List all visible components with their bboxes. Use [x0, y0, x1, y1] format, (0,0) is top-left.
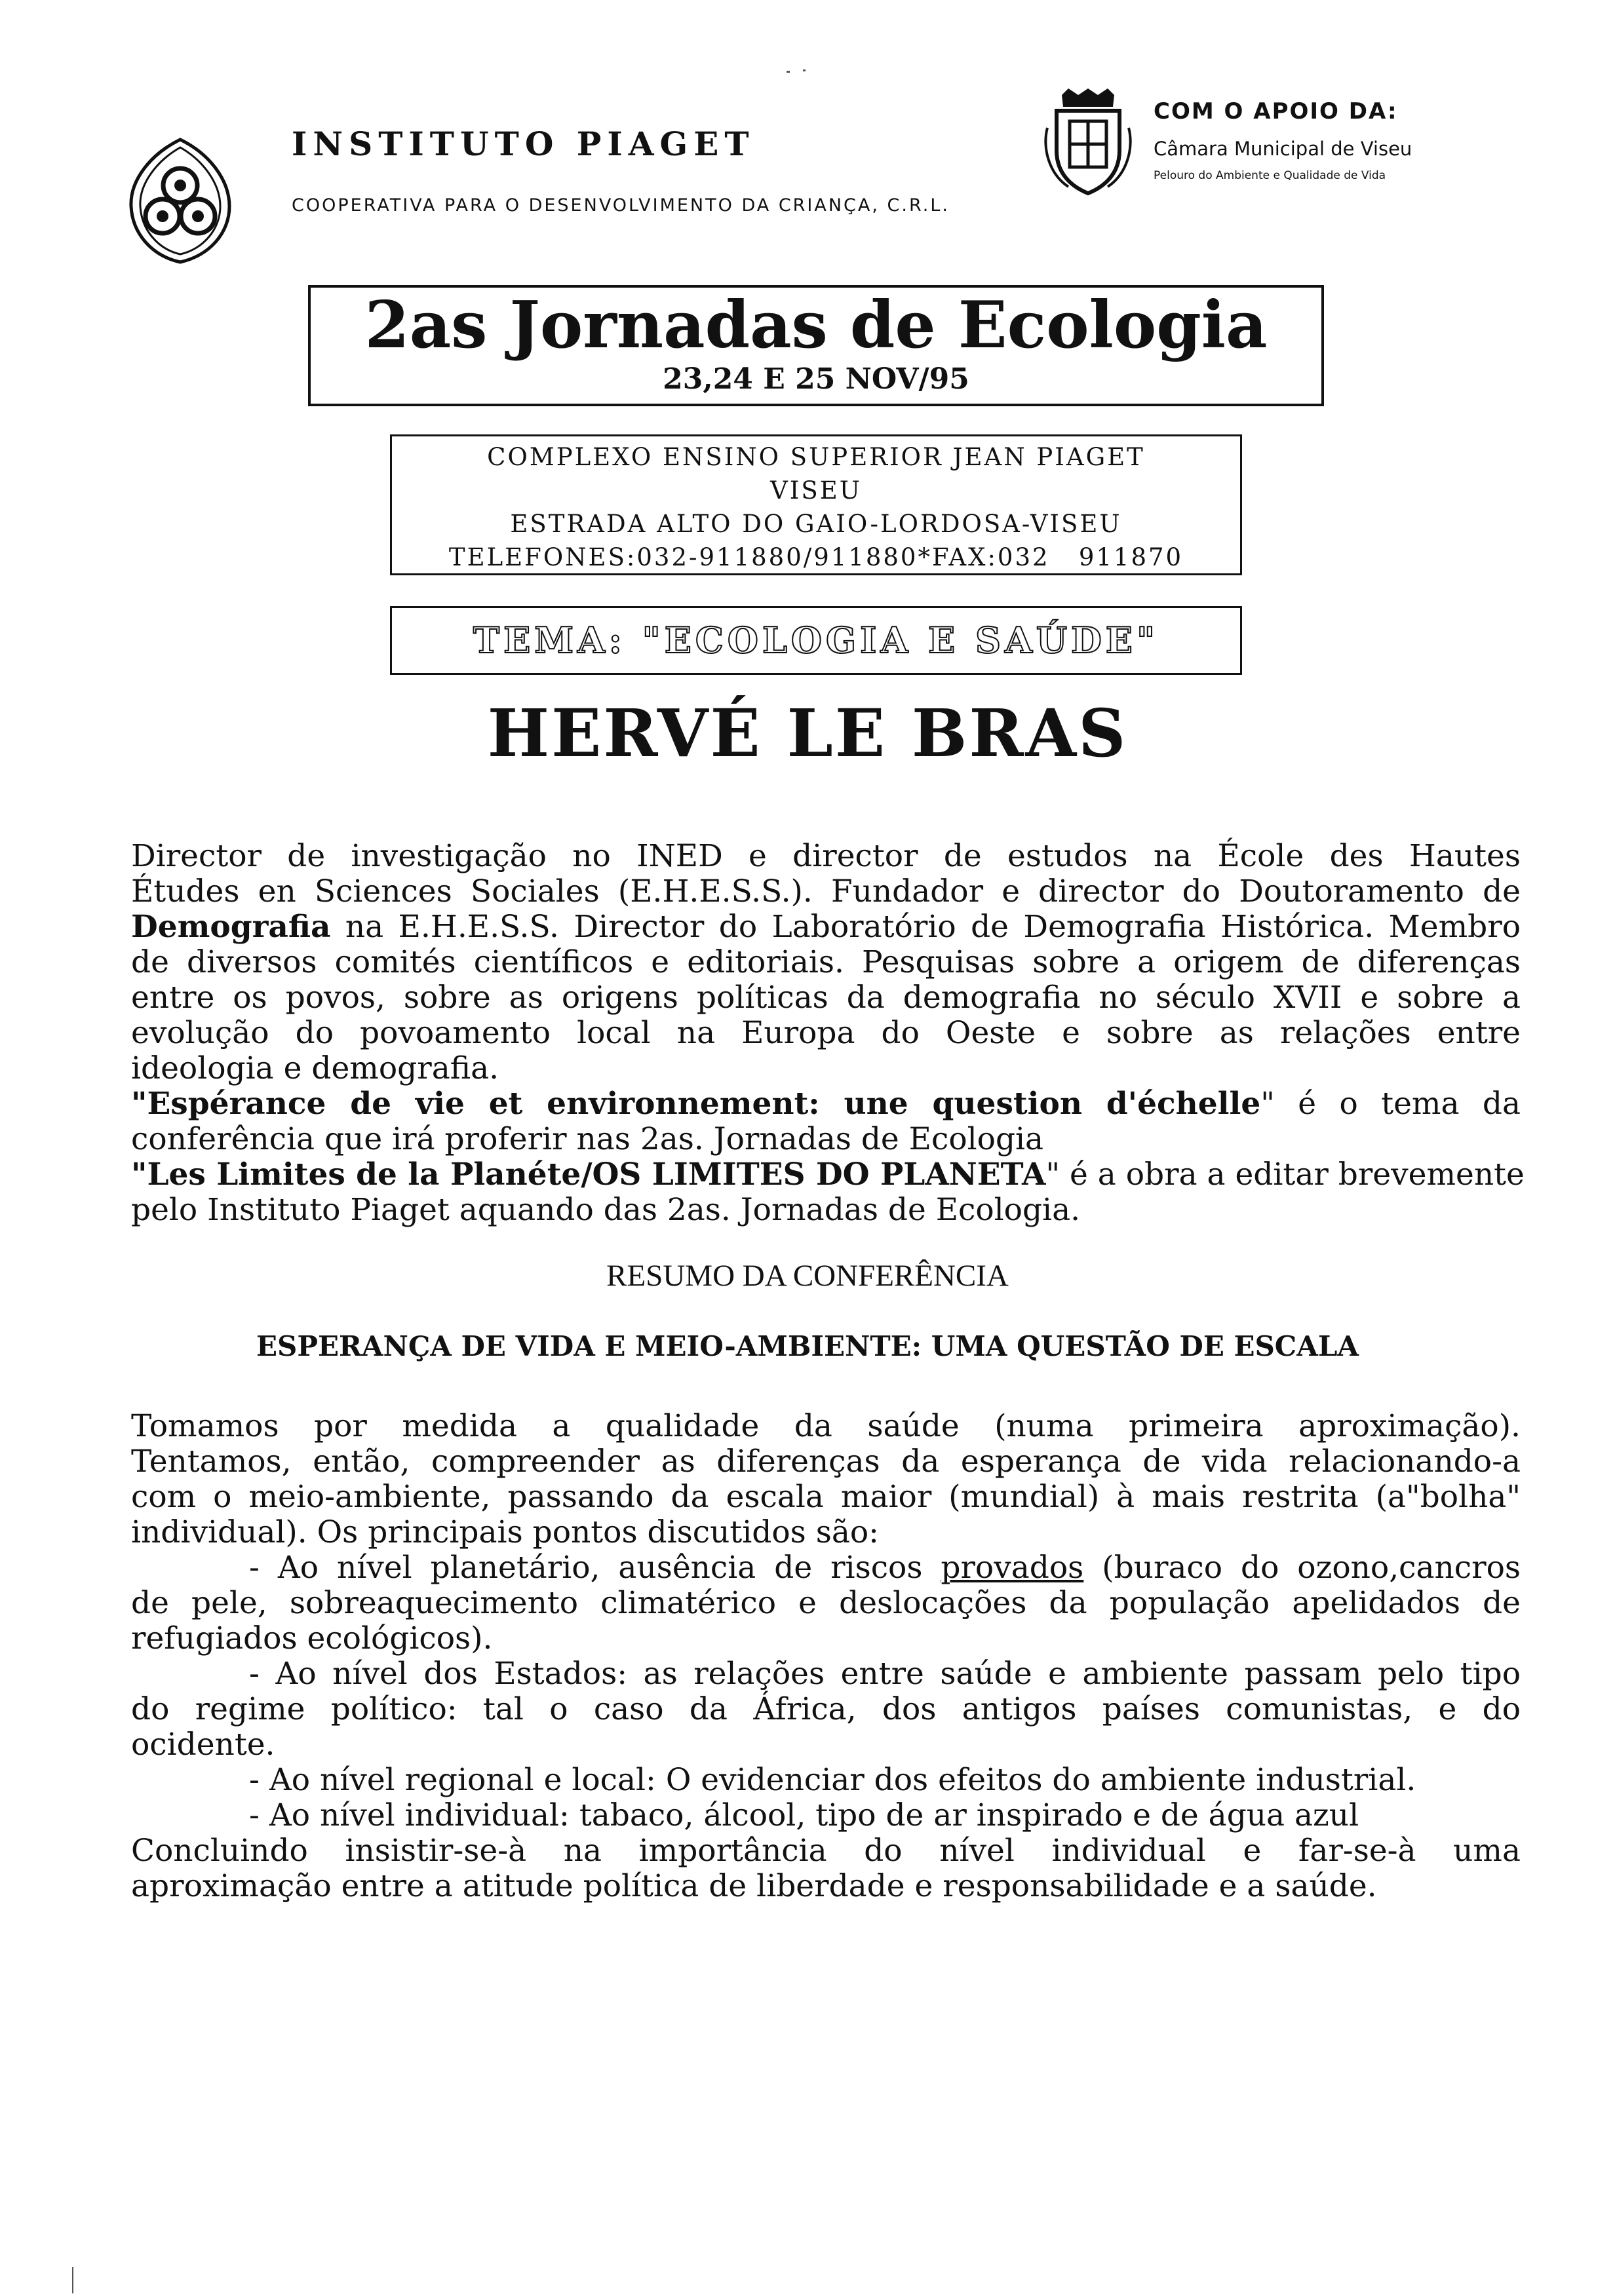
summary-line: de pele, sobreaquecimento climatérico e deslocações da população apelidados de: [131, 1585, 1521, 1621]
summary-line: aproximação entre a atitude política de liberdade e responsabilidade e a saúde.: [131, 1868, 1377, 1904]
summary-line: individual). Os principais pontos discutidos são:: [131, 1514, 879, 1550]
underlined-word: provados: [941, 1550, 1084, 1586]
bio-line: Director de investigação no INED e director de estudos na École des Hautes: [131, 838, 1521, 874]
bio-line: evolução do povoamento local na Europa do Oeste e sobre as relações entre: [131, 1015, 1521, 1051]
summary-body: [131, 1409, 1521, 1904]
address-line: ESTRADA ALTO DO GAIO-LORDOSA-VISEU: [510, 510, 1122, 538]
viseu-crest-logo: [1042, 88, 1134, 200]
summary-line: Concluindo insistir-se-à na importância do nível individual e far-se-à uma: [131, 1833, 1521, 1869]
speaker-bio: [131, 838, 1525, 1228]
bio-line: entre os povos, sobre as origens políticas da demografia no século XVII e sobre a: [131, 980, 1521, 1016]
address-line: COMPLEXO ENSINO SUPERIOR JEAN PIAGET: [487, 443, 1145, 471]
address-box: [390, 434, 1242, 575]
summary-line: com o meio-ambiente, passando da escala maior (mundial) à mais restrita (a"bolha": [131, 1479, 1521, 1515]
summary-line: Tomamos por medida a qualidade da saúde (numa primeira aproximação).: [131, 1408, 1521, 1444]
bio-line: de diversos comités científicos e editoriais. Pesquisas sobre a origem de diferenças: [131, 944, 1521, 980]
bio-line: "Espérance de vie et environnement: une question d'échelle" é o tema da: [131, 1086, 1521, 1122]
institute-name: INSTITUTO PIAGET: [292, 124, 755, 163]
support-title: COM O APOIO DA:: [1154, 98, 1398, 124]
summary-line: - Ao nível regional e local: O evidenciar dos efeitos do ambiente industrial.: [249, 1762, 1416, 1798]
scan-speck: [803, 69, 806, 71]
support-municipality: Câmara Municipal de Viseu: [1154, 138, 1412, 160]
summary-title: ESPERANÇA DE VIDA E MEIO-AMBIENTE: UMA QUESTÃO DE ESCALA: [256, 1330, 1359, 1362]
theme-box: TEMA: "ECOLOGIA E SAÚDE": [390, 606, 1242, 675]
summary-line: - Ao nível individual: tabaco, álcool, tipo de ar inspirado e de água azul: [249, 1797, 1359, 1833]
event-title-box: [308, 285, 1324, 406]
summary-line: refugiados ecológicos).: [131, 1620, 493, 1656]
summary-line: Tentamos, então, compreender as diferenças da esperança de vida relacionando-a: [131, 1444, 1521, 1480]
summary-line: ocidente.: [131, 1727, 275, 1763]
scan-speck: [72, 2267, 73, 2293]
bio-line: Études en Sciences Sociales (E.H.E.S.S.). Fundador e director do Doutoramento de: [131, 873, 1521, 909]
bio-line: pelo Instituto Piaget aquando das 2as. Jornadas de Ecologia.: [131, 1192, 1081, 1228]
address-line: TELEFONES:032-911880/911880*FAX:032 911870: [448, 543, 1184, 571]
address-line: VISEU: [770, 476, 862, 505]
speaker-name: HERVÉ LE BRAS: [487, 695, 1128, 772]
support-department: Pelouro do Ambiente e Qualidade de Vida: [1154, 169, 1386, 182]
summary-label: RESUMO DA CONFERÊNCIA: [606, 1259, 1009, 1293]
summary-line: - Ao nível dos Estados: as relações entre saúde e ambiente passam pelo tipo: [249, 1656, 1521, 1692]
summary-line: do regime político: tal o caso da África, dos antigos países comunistas, e do: [131, 1691, 1521, 1727]
conference-title: "Espérance de vie et environnement: une question d'échelle: [131, 1086, 1261, 1122]
book-title: "Les Limites de la Planéte/OS LIMITES DO PLANETA: [131, 1157, 1046, 1193]
bio-line: "Les Limites de la Planéte/OS LIMITES DO PLANETA" é a obra a editar brevemente: [131, 1157, 1525, 1193]
event-title: 2as Jornadas de Ecologia: [364, 288, 1268, 363]
summary-line: - Ao nível planetário, ausência de riscos provados (buraco do ozono,cancros: [249, 1550, 1521, 1586]
bio-bold: Demografia: [131, 909, 331, 945]
scan-speck: [787, 71, 790, 73]
institute-subtitle: COOPERATIVA PARA O DESENVOLVIMENTO DA CRIANÇA, C.R.L.: [292, 195, 950, 216]
bio-line: ideologia e demografia.: [131, 1050, 499, 1086]
bio-line: Demografia na E.H.E.S.S. Director do Laboratório de Demografia Histórica. Membro: [131, 909, 1521, 945]
event-dates: 23,24 E 25 NOV/95: [663, 362, 969, 396]
bio-line: conferência que irá proferir nas 2as. Jornadas de Ecologia: [131, 1121, 1044, 1157]
instituto-piaget-logo: [125, 134, 236, 265]
